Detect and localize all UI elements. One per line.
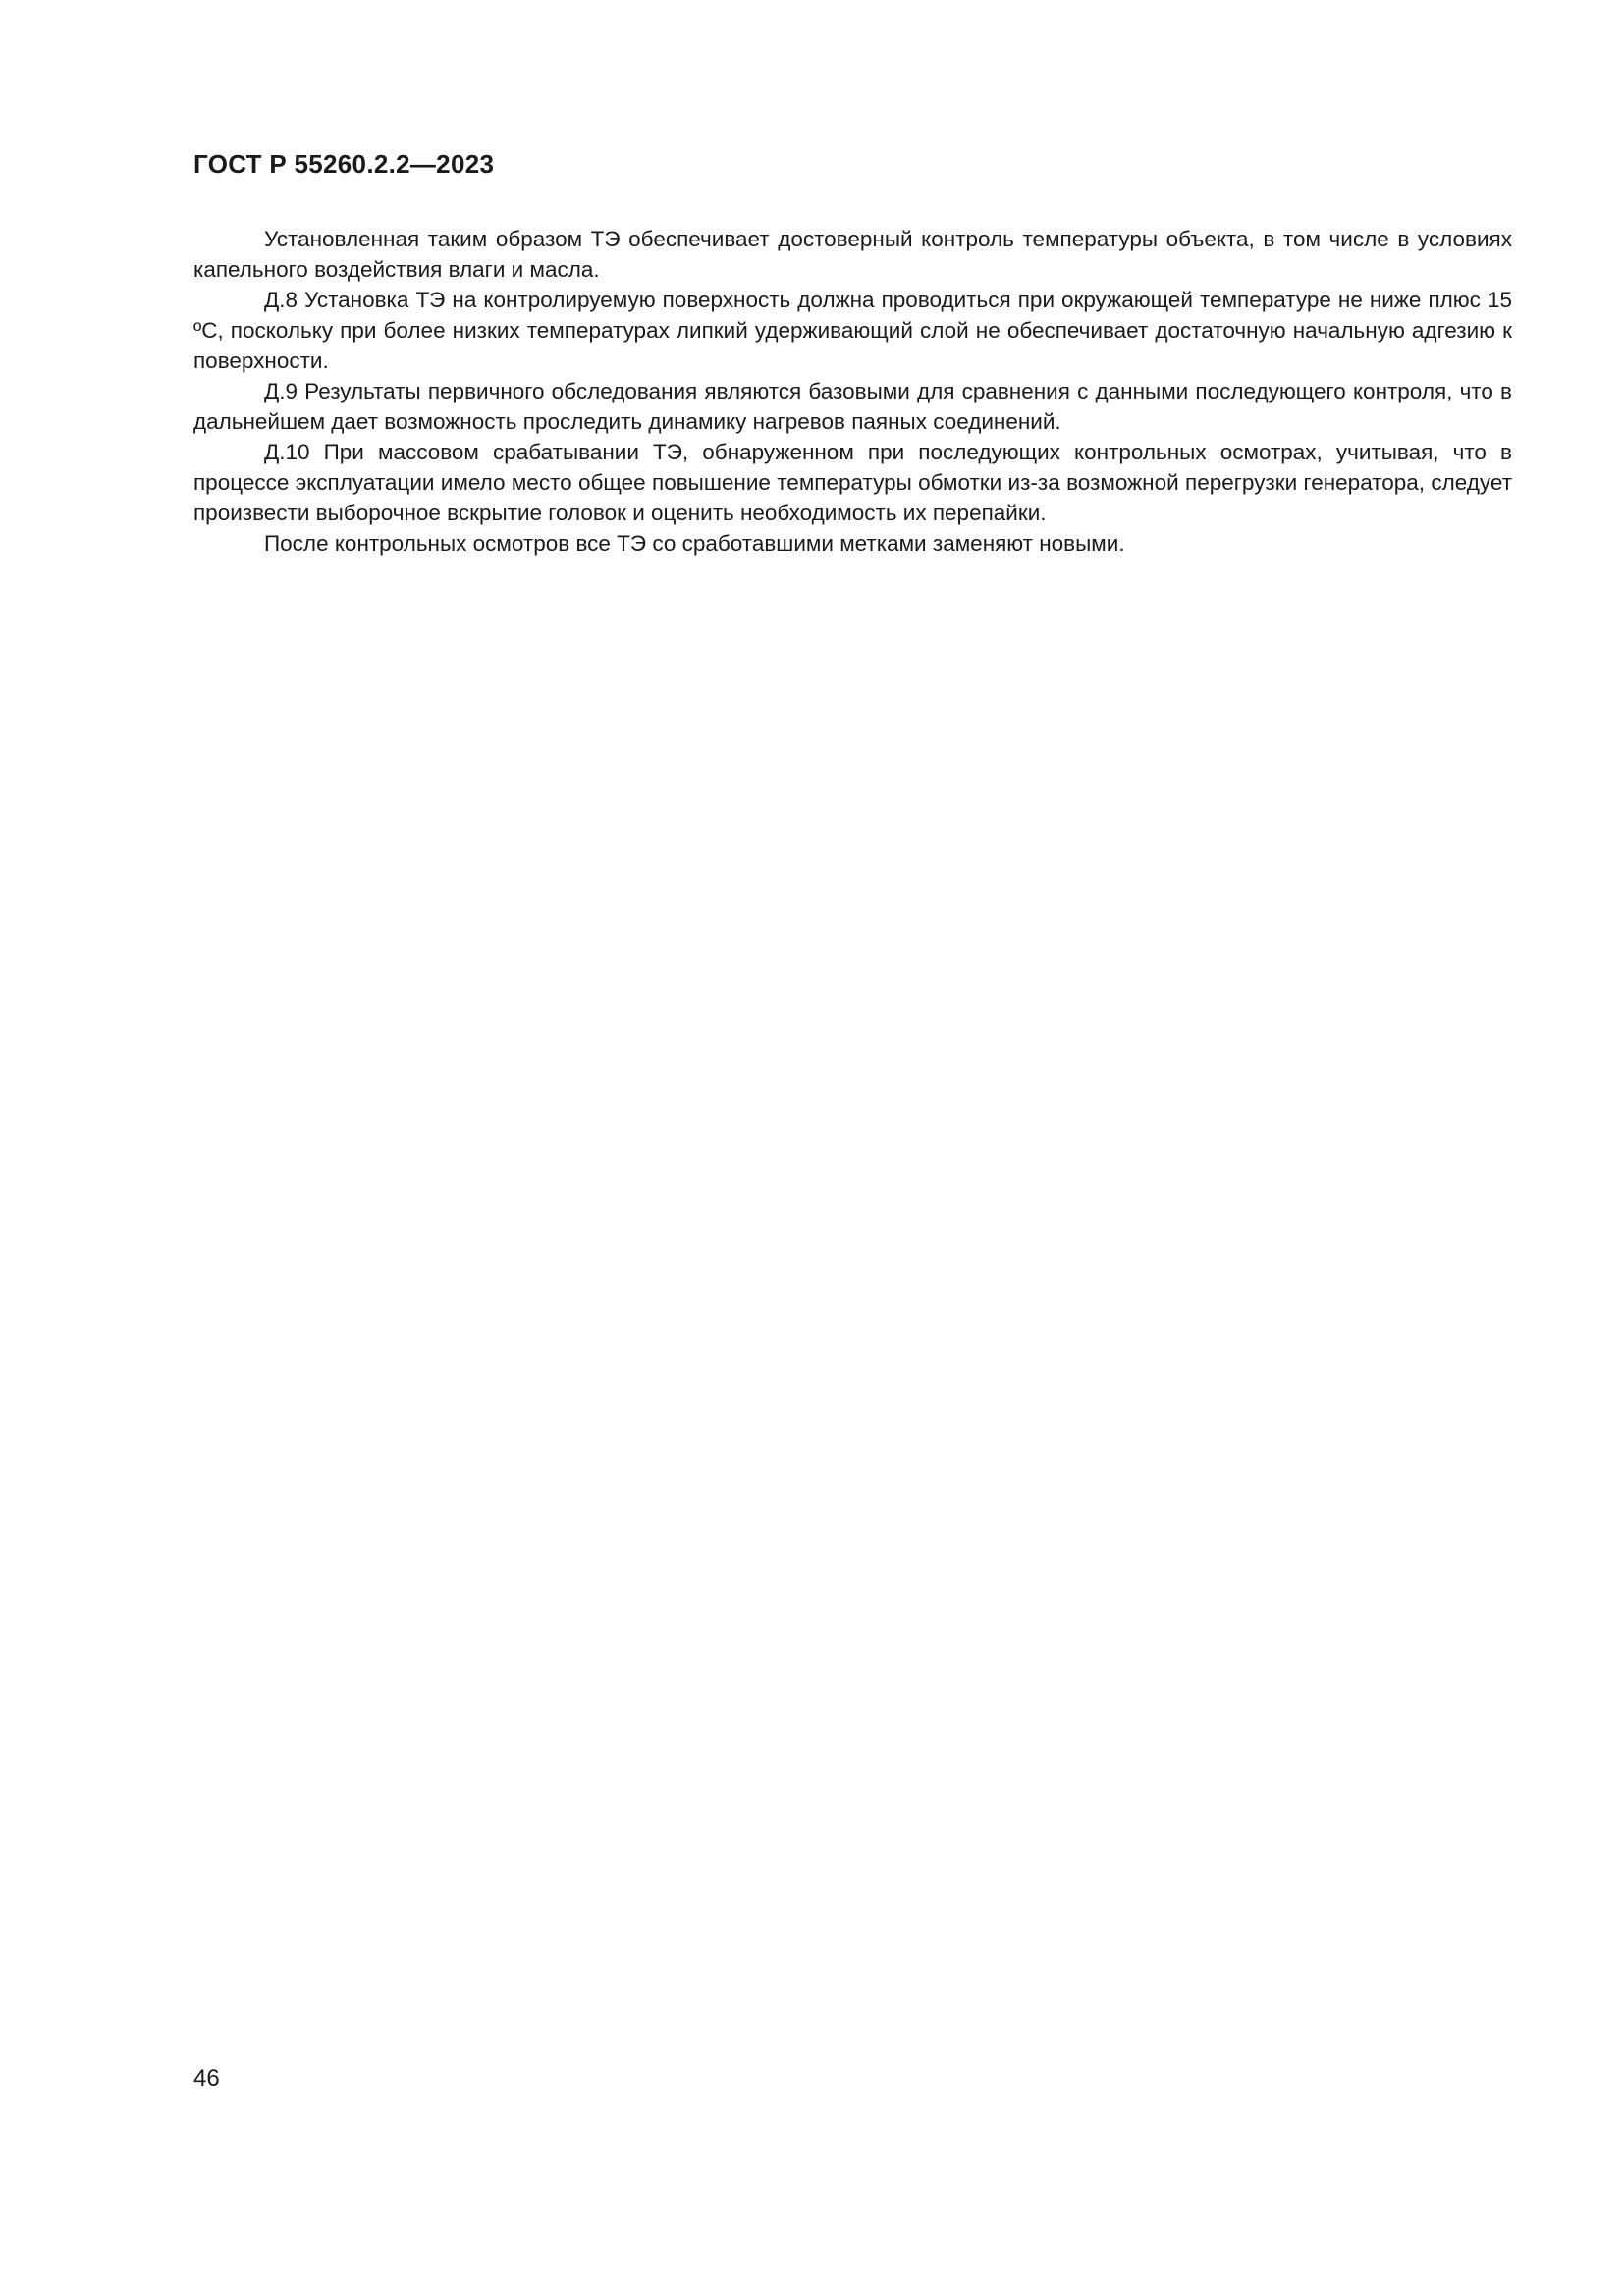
paragraph-closing: После контрольных осмотров все ТЭ со сработавшими метками заменяют новыми. (264, 531, 1125, 556)
standard-code-header: ГОСТ Р 55260.2.2—2023 (193, 149, 495, 179)
document-body (193, 224, 1512, 559)
paragraph-d10: Д.10 При массовом срабатывании ТЭ, обнаруженном при последующих контрольных осмотрах, учитывая, что в процессе эксплуатации имело место общее повышение температуры обмотки из-за возможной перегрузки генератора, следует произвести выборочное вскрытие головок и оценить необходимость их перепайки. (193, 440, 1512, 525)
page-number: 46 (193, 2065, 220, 2092)
paragraph-d9: Д.9 Результаты первичного обследования являются базовыми для сравнения с данными последующего контроля, что в дальнейшем дает возможность проследить динамику нагревов паяных соединений. (193, 379, 1512, 434)
paragraph-d8: Д.8 Установка ТЭ на контролируемую поверхность должна проводиться при окружающей температуре не ниже плюс 15 ºС, поскольку при более низких температурах липкий удерживающий слой не обеспечивает достаточную начальную адгезию к поверхности. (193, 288, 1512, 373)
paragraph-intro: Установленная таким образом ТЭ обеспечивает достоверный контроль температуры объекта, в том числе в условиях капельного воздействия влаги и масла. (193, 227, 1512, 282)
